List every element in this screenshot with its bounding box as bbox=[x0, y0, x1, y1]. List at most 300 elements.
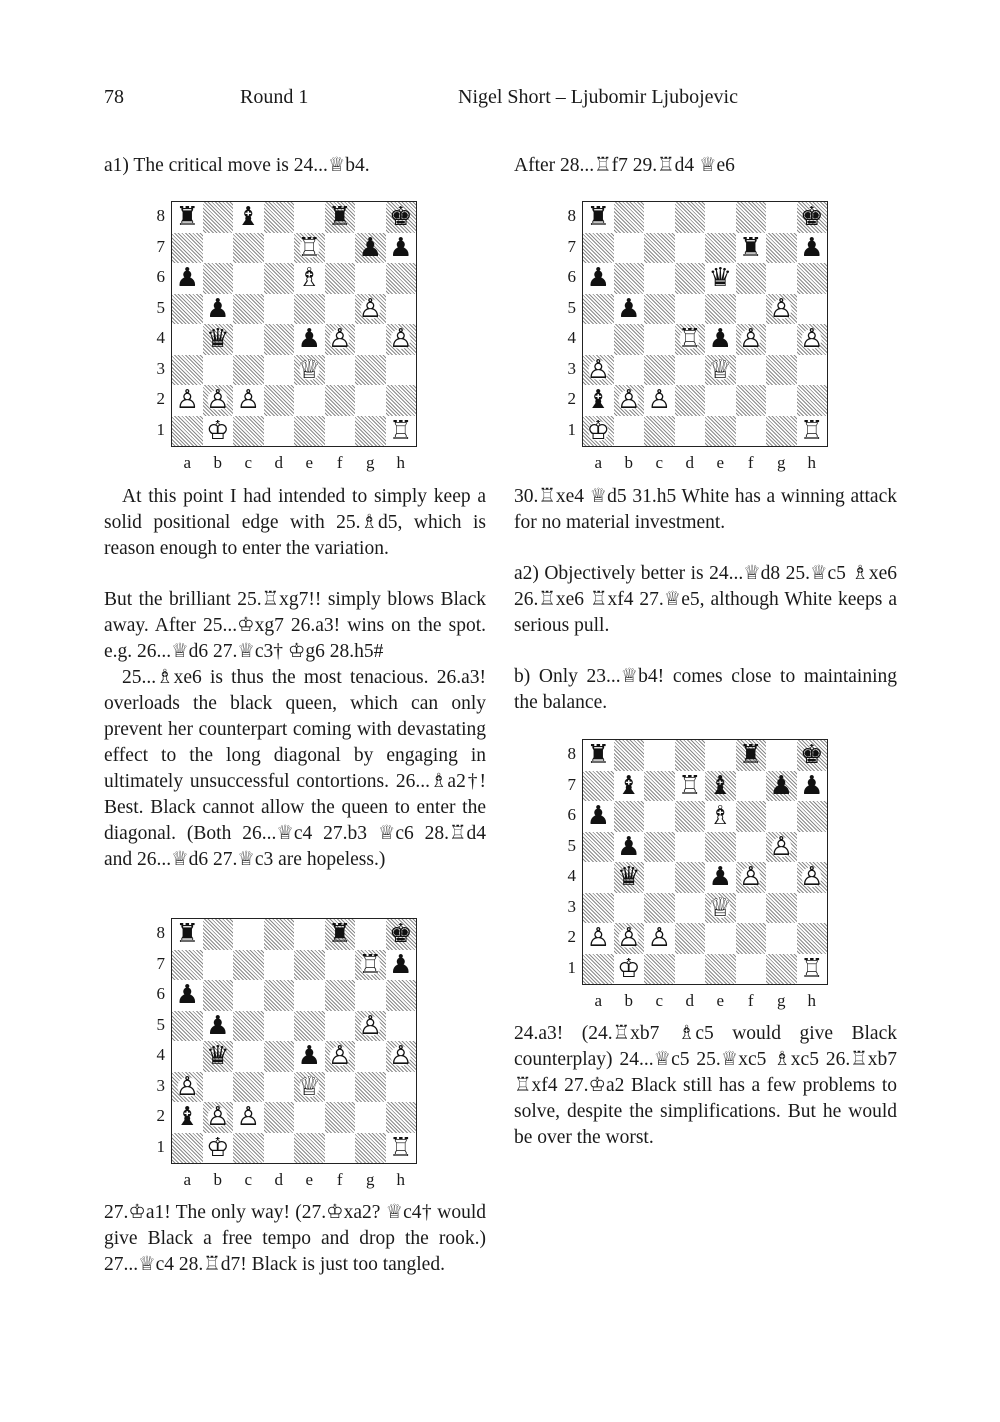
square-b3 bbox=[614, 355, 645, 386]
square-c4 bbox=[644, 862, 675, 893]
file-labels bbox=[172, 453, 416, 473]
black-rook-icon: ♜ bbox=[739, 740, 763, 771]
rank-labels bbox=[556, 739, 576, 983]
square-f6 bbox=[736, 801, 767, 832]
square-b4 bbox=[203, 324, 234, 355]
file-label: g bbox=[366, 453, 375, 472]
file-label: d bbox=[685, 991, 694, 1010]
square-g2 bbox=[766, 385, 797, 416]
square-d8 bbox=[264, 202, 295, 233]
black-rook-icon: ♜ bbox=[586, 740, 610, 771]
white-rook-icon: ♖ bbox=[678, 770, 702, 801]
square-e2 bbox=[705, 923, 736, 954]
square-h2 bbox=[386, 385, 417, 416]
black-rook-icon: ♜ bbox=[328, 919, 352, 950]
file-label: h bbox=[807, 991, 816, 1010]
square-c1 bbox=[233, 416, 264, 447]
square-g5 bbox=[355, 1011, 386, 1042]
square-c3 bbox=[233, 355, 264, 386]
square-d1 bbox=[264, 416, 295, 447]
square-c8 bbox=[233, 919, 264, 950]
square-f7 bbox=[325, 233, 356, 264]
square-h5 bbox=[386, 1011, 417, 1042]
square-g2 bbox=[766, 923, 797, 954]
square-e2 bbox=[294, 385, 325, 416]
square-e6 bbox=[705, 801, 736, 832]
rank-label: 2 bbox=[567, 927, 576, 946]
square-d5 bbox=[264, 294, 295, 325]
square-g1 bbox=[355, 1133, 386, 1164]
square-g6 bbox=[355, 263, 386, 294]
square-a4 bbox=[583, 862, 614, 893]
square-b7 bbox=[203, 233, 234, 264]
square-e4 bbox=[294, 324, 325, 355]
square-h3 bbox=[386, 355, 417, 386]
file-label: d bbox=[274, 1170, 283, 1189]
square-d4 bbox=[264, 1041, 295, 1072]
square-a1 bbox=[172, 1133, 203, 1164]
file-label: b bbox=[213, 1170, 222, 1189]
rank-label: 4 bbox=[156, 328, 165, 347]
white-pawn-icon: ♙ bbox=[586, 354, 610, 385]
square-b8 bbox=[203, 202, 234, 233]
square-e7 bbox=[294, 950, 325, 981]
square-f2 bbox=[736, 923, 767, 954]
square-d5 bbox=[675, 832, 706, 863]
square-c6 bbox=[644, 801, 675, 832]
file-label: c bbox=[655, 453, 664, 472]
square-f6 bbox=[736, 263, 767, 294]
square-c5 bbox=[233, 1011, 264, 1042]
black-pawn-icon: ♟ bbox=[617, 293, 641, 324]
square-a3 bbox=[172, 355, 203, 386]
white-pawn-icon: ♙ bbox=[739, 862, 763, 893]
square-g3 bbox=[766, 893, 797, 924]
rank-label: 2 bbox=[156, 1106, 165, 1125]
square-h4 bbox=[386, 1041, 417, 1072]
black-pawn-icon: ♟ bbox=[708, 324, 732, 355]
paragraph-a1: a1) The critical move is 24...♕b4. bbox=[104, 155, 370, 176]
square-f3 bbox=[736, 355, 767, 386]
square-h7 bbox=[386, 950, 417, 981]
file-label: f bbox=[747, 453, 754, 472]
square-h6 bbox=[797, 801, 828, 832]
square-a8 bbox=[583, 202, 614, 233]
square-d6 bbox=[264, 263, 295, 294]
file-label: c bbox=[655, 991, 664, 1010]
black-bishop-icon: ♝ bbox=[586, 385, 610, 416]
black-king-icon: ♚ bbox=[800, 202, 824, 233]
square-b8 bbox=[614, 740, 645, 771]
square-c2 bbox=[644, 923, 675, 954]
square-e1 bbox=[294, 416, 325, 447]
white-pawn-icon: ♙ bbox=[206, 385, 230, 416]
square-a6 bbox=[172, 980, 203, 1011]
square-c4 bbox=[233, 324, 264, 355]
black-pawn-icon: ♟ bbox=[297, 324, 321, 355]
white-queen-icon: ♕ bbox=[708, 892, 732, 923]
square-a3 bbox=[172, 1072, 203, 1103]
square-d7 bbox=[264, 233, 295, 264]
square-g5 bbox=[766, 832, 797, 863]
square-d6 bbox=[264, 980, 295, 1011]
black-pawn-icon: ♟ bbox=[800, 770, 824, 801]
black-pawn-icon: ♟ bbox=[800, 232, 824, 263]
square-g2 bbox=[355, 385, 386, 416]
chess-diagram-3 bbox=[556, 201, 846, 481]
white-pawn-icon: ♙ bbox=[800, 324, 824, 355]
square-g7 bbox=[766, 233, 797, 264]
rank-label: 7 bbox=[156, 953, 165, 973]
black-pawn-icon: ♟ bbox=[389, 232, 413, 263]
square-g7 bbox=[355, 950, 386, 981]
square-g4 bbox=[355, 324, 386, 355]
chessboard bbox=[171, 201, 417, 447]
square-f5 bbox=[325, 294, 356, 325]
square-b6 bbox=[203, 980, 234, 1011]
square-e7 bbox=[705, 771, 736, 802]
black-pawn-icon: ♟ bbox=[769, 770, 793, 801]
square-c2 bbox=[233, 385, 264, 416]
square-c7 bbox=[644, 771, 675, 802]
square-a2 bbox=[583, 923, 614, 954]
square-e1 bbox=[705, 954, 736, 985]
square-d1 bbox=[675, 954, 706, 985]
white-rook-icon: ♖ bbox=[800, 415, 824, 446]
square-g7 bbox=[766, 771, 797, 802]
square-a7 bbox=[583, 771, 614, 802]
white-pawn-icon: ♙ bbox=[647, 923, 671, 954]
square-h2 bbox=[386, 1102, 417, 1133]
white-pawn-icon: ♙ bbox=[617, 385, 641, 416]
square-b1 bbox=[203, 1133, 234, 1164]
black-pawn-icon: ♟ bbox=[358, 232, 382, 263]
square-e4 bbox=[294, 1041, 325, 1072]
paragraph-intent: At this point I had intended to simply keep a solid positional edge with 25.♗d5, which is reason enough to enter the variation. bbox=[104, 486, 486, 559]
black-pawn-icon: ♟ bbox=[389, 949, 413, 980]
square-h3 bbox=[797, 355, 828, 386]
square-f6 bbox=[325, 263, 356, 294]
black-pawn-icon: ♟ bbox=[586, 263, 610, 294]
file-label: h bbox=[396, 1170, 405, 1189]
square-c6 bbox=[644, 263, 675, 294]
black-pawn-icon: ♟ bbox=[206, 293, 230, 324]
square-b6 bbox=[203, 263, 234, 294]
square-b7 bbox=[203, 950, 234, 981]
square-c6 bbox=[233, 263, 264, 294]
square-c5 bbox=[644, 832, 675, 863]
square-b2 bbox=[614, 385, 645, 416]
file-label: f bbox=[747, 991, 754, 1010]
white-pawn-icon: ♙ bbox=[175, 385, 199, 416]
rank-label: 5 bbox=[567, 835, 576, 855]
square-f7 bbox=[736, 233, 767, 264]
white-king-icon: ♔ bbox=[206, 1132, 230, 1163]
square-a4 bbox=[172, 324, 203, 355]
square-a8 bbox=[172, 919, 203, 950]
square-a6 bbox=[172, 263, 203, 294]
square-a1 bbox=[583, 954, 614, 985]
square-d6 bbox=[675, 263, 706, 294]
rank-label: 7 bbox=[567, 236, 576, 256]
square-f5 bbox=[736, 832, 767, 863]
square-d4 bbox=[264, 324, 295, 355]
square-c3 bbox=[644, 893, 675, 924]
white-pawn-icon: ♙ bbox=[769, 831, 793, 862]
black-pawn-icon: ♟ bbox=[175, 263, 199, 294]
square-b4 bbox=[614, 324, 645, 355]
black-rook-icon: ♜ bbox=[328, 202, 352, 233]
square-h1 bbox=[386, 416, 417, 447]
square-e8 bbox=[705, 202, 736, 233]
square-e5 bbox=[294, 294, 325, 325]
square-g6 bbox=[766, 263, 797, 294]
square-h8 bbox=[797, 202, 828, 233]
square-e1 bbox=[705, 416, 736, 447]
square-h8 bbox=[386, 919, 417, 950]
square-g1 bbox=[355, 416, 386, 447]
square-f3 bbox=[325, 355, 356, 386]
file-label: a bbox=[594, 453, 603, 472]
square-c7 bbox=[233, 950, 264, 981]
square-f7 bbox=[325, 950, 356, 981]
square-b6 bbox=[614, 801, 645, 832]
square-h8 bbox=[386, 202, 417, 233]
square-h3 bbox=[386, 1072, 417, 1103]
square-f5 bbox=[736, 294, 767, 325]
square-h1 bbox=[797, 954, 828, 985]
file-label: b bbox=[624, 453, 633, 472]
black-bishop-icon: ♝ bbox=[708, 770, 732, 801]
square-f8 bbox=[325, 919, 356, 950]
game-title: Nigel Short – Ljubomir Ljubojevic bbox=[458, 86, 738, 108]
white-pawn-icon: ♙ bbox=[617, 923, 641, 954]
square-d1 bbox=[675, 416, 706, 447]
white-pawn-icon: ♙ bbox=[586, 923, 610, 954]
square-e7 bbox=[294, 233, 325, 264]
square-h5 bbox=[797, 832, 828, 863]
square-b3 bbox=[203, 1072, 234, 1103]
square-g6 bbox=[355, 980, 386, 1011]
square-f8 bbox=[325, 202, 356, 233]
white-rook-icon: ♖ bbox=[678, 324, 702, 355]
square-g8 bbox=[355, 919, 386, 950]
square-c5 bbox=[233, 294, 264, 325]
square-c1 bbox=[233, 1133, 264, 1164]
rank-label: 8 bbox=[567, 744, 576, 763]
black-rook-icon: ♜ bbox=[739, 232, 763, 263]
square-c8 bbox=[644, 202, 675, 233]
rank-label: 3 bbox=[156, 1075, 165, 1095]
black-rook-icon: ♜ bbox=[175, 202, 199, 233]
square-a4 bbox=[583, 324, 614, 355]
square-d4 bbox=[675, 324, 706, 355]
square-g1 bbox=[766, 954, 797, 985]
file-label: h bbox=[807, 453, 816, 472]
square-a5 bbox=[172, 1011, 203, 1042]
square-c7 bbox=[644, 233, 675, 264]
square-b1 bbox=[614, 416, 645, 447]
square-f4 bbox=[736, 324, 767, 355]
black-king-icon: ♚ bbox=[800, 740, 824, 771]
square-g5 bbox=[766, 294, 797, 325]
white-queen-icon: ♕ bbox=[297, 354, 321, 385]
square-h7 bbox=[797, 771, 828, 802]
square-e2 bbox=[705, 385, 736, 416]
square-h4 bbox=[797, 324, 828, 355]
chessboard bbox=[582, 739, 828, 985]
file-label: b bbox=[624, 991, 633, 1010]
rank-label: 6 bbox=[567, 805, 576, 824]
square-g8 bbox=[766, 202, 797, 233]
square-d6 bbox=[675, 801, 706, 832]
white-king-icon: ♔ bbox=[206, 415, 230, 446]
square-b7 bbox=[614, 233, 645, 264]
square-e2 bbox=[294, 1102, 325, 1133]
square-d2 bbox=[675, 385, 706, 416]
square-g4 bbox=[355, 1041, 386, 1072]
square-b3 bbox=[203, 355, 234, 386]
square-d2 bbox=[264, 385, 295, 416]
square-c7 bbox=[233, 233, 264, 264]
square-h4 bbox=[797, 862, 828, 893]
paragraph-tenacious: 25...♗xe6 is thus the most tenacious. 26.a3! overloads the black queen, which can only prevent her counterpart coming with devastating effect to the long diagonal by engaging in ultimately unsuccessful contortions. 26...♗a2†! Best. Black cannot allow the queen to enter the diagonal. (Both 26...♕c4 27.b3 ♕c6 28.♖d4 and 26...♕d6 27.♕c3 are hopeless.) bbox=[104, 667, 486, 870]
square-g7 bbox=[355, 233, 386, 264]
square-g3 bbox=[766, 355, 797, 386]
round-label: Round 1 bbox=[240, 86, 309, 108]
square-e4 bbox=[705, 324, 736, 355]
square-f8 bbox=[736, 202, 767, 233]
white-pawn-icon: ♙ bbox=[358, 1010, 382, 1041]
square-g4 bbox=[766, 324, 797, 355]
file-labels bbox=[583, 991, 827, 1011]
white-rook-icon: ♖ bbox=[800, 953, 824, 984]
square-g1 bbox=[766, 416, 797, 447]
square-h6 bbox=[386, 263, 417, 294]
white-pawn-icon: ♙ bbox=[769, 293, 793, 324]
file-label: a bbox=[183, 1170, 192, 1189]
rank-label: 1 bbox=[567, 419, 576, 439]
square-d3 bbox=[675, 355, 706, 386]
square-b5 bbox=[203, 294, 234, 325]
square-h1 bbox=[386, 1133, 417, 1164]
black-queen-icon: ♛ bbox=[206, 324, 230, 355]
square-a5 bbox=[583, 294, 614, 325]
chess-diagram-4 bbox=[556, 739, 846, 1019]
white-pawn-icon: ♙ bbox=[389, 1041, 413, 1072]
rank-label: 4 bbox=[156, 1045, 165, 1064]
white-pawn-icon: ♙ bbox=[236, 385, 260, 416]
square-a4 bbox=[172, 1041, 203, 1072]
black-queen-icon: ♛ bbox=[617, 862, 641, 893]
square-b5 bbox=[614, 832, 645, 863]
rank-label: 4 bbox=[567, 866, 576, 885]
square-e5 bbox=[705, 294, 736, 325]
file-labels bbox=[172, 1170, 416, 1190]
square-f5 bbox=[325, 1011, 356, 1042]
file-label: e bbox=[716, 453, 725, 472]
square-h6 bbox=[797, 263, 828, 294]
square-f6 bbox=[325, 980, 356, 1011]
square-a3 bbox=[583, 893, 614, 924]
square-h6 bbox=[386, 980, 417, 1011]
square-c6 bbox=[233, 980, 264, 1011]
black-king-icon: ♚ bbox=[389, 202, 413, 233]
file-label: a bbox=[183, 453, 192, 472]
square-c2 bbox=[644, 385, 675, 416]
chessboard bbox=[171, 918, 417, 1164]
rank-label: 1 bbox=[156, 1136, 165, 1156]
file-label: g bbox=[366, 1170, 375, 1189]
square-e8 bbox=[294, 919, 325, 950]
square-d8 bbox=[675, 740, 706, 771]
black-bishop-icon: ♝ bbox=[175, 1102, 199, 1133]
square-h2 bbox=[797, 923, 828, 954]
file-label: b bbox=[213, 453, 222, 472]
square-b8 bbox=[203, 919, 234, 950]
square-c3 bbox=[233, 1072, 264, 1103]
square-b2 bbox=[203, 385, 234, 416]
rank-label: 4 bbox=[567, 328, 576, 347]
square-c8 bbox=[644, 740, 675, 771]
file-label: f bbox=[336, 453, 343, 472]
black-bishop-icon: ♝ bbox=[617, 770, 641, 801]
square-a3 bbox=[583, 355, 614, 386]
square-a7 bbox=[172, 233, 203, 264]
file-label: g bbox=[777, 991, 786, 1010]
square-e6 bbox=[294, 980, 325, 1011]
square-e1 bbox=[294, 1133, 325, 1164]
square-g5 bbox=[355, 294, 386, 325]
square-f1 bbox=[736, 416, 767, 447]
white-rook-icon: ♖ bbox=[389, 415, 413, 446]
paragraph-b: b) Only 23...♕b4! comes close to maintaining the balance. bbox=[514, 666, 897, 713]
rank-labels bbox=[145, 201, 165, 445]
square-d3 bbox=[264, 355, 295, 386]
square-d4 bbox=[675, 862, 706, 893]
square-a6 bbox=[583, 263, 614, 294]
square-a5 bbox=[172, 294, 203, 325]
file-label: e bbox=[716, 991, 725, 1010]
square-b5 bbox=[614, 294, 645, 325]
page-number: 78 bbox=[104, 86, 124, 108]
square-a1 bbox=[583, 416, 614, 447]
square-a2 bbox=[172, 385, 203, 416]
chess-diagram-2 bbox=[145, 918, 435, 1198]
file-label: h bbox=[396, 453, 405, 472]
file-label: a bbox=[594, 991, 603, 1010]
square-h1 bbox=[797, 416, 828, 447]
file-label: c bbox=[244, 1170, 253, 1189]
white-pawn-icon: ♙ bbox=[328, 1041, 352, 1072]
square-d2 bbox=[264, 1102, 295, 1133]
square-d7 bbox=[675, 233, 706, 264]
square-b6 bbox=[614, 263, 645, 294]
square-h7 bbox=[797, 233, 828, 264]
square-h5 bbox=[386, 294, 417, 325]
square-a5 bbox=[583, 832, 614, 863]
black-rook-icon: ♜ bbox=[175, 919, 199, 950]
black-queen-icon: ♛ bbox=[206, 1041, 230, 1072]
square-e8 bbox=[705, 740, 736, 771]
square-b8 bbox=[614, 202, 645, 233]
file-label: d bbox=[274, 453, 283, 472]
white-pawn-icon: ♙ bbox=[800, 862, 824, 893]
square-d5 bbox=[675, 294, 706, 325]
black-queen-icon: ♛ bbox=[708, 263, 732, 294]
file-labels bbox=[583, 453, 827, 473]
rank-labels bbox=[145, 918, 165, 1162]
